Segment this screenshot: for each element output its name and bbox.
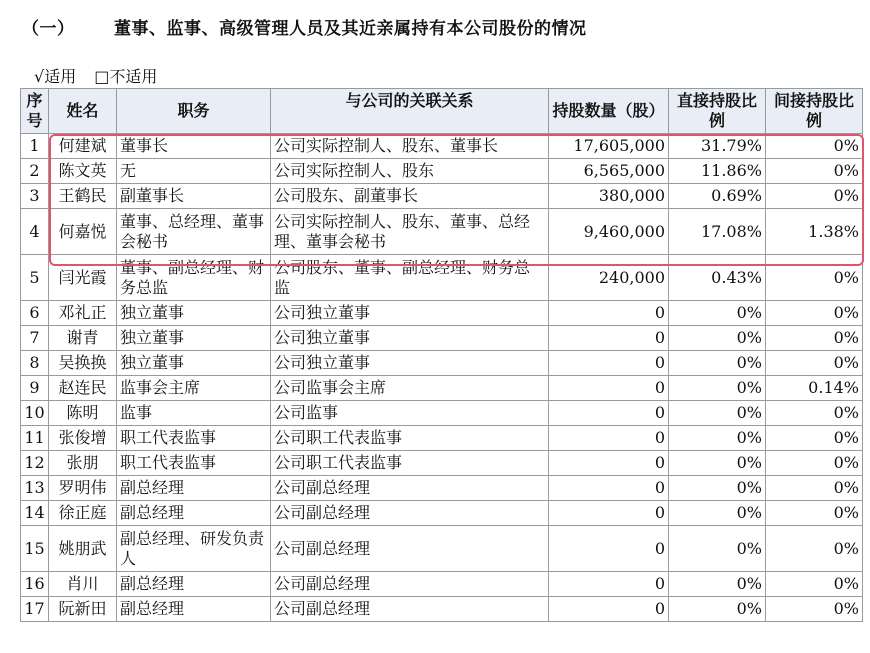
- cell-direct-ratio: 0%: [669, 426, 766, 451]
- header-relation: 与公司的关联关系: [271, 89, 549, 134]
- table-header-row: [21, 89, 863, 134]
- header-indirect-ratio: 间接持股比例: [766, 89, 863, 134]
- table-row: [21, 426, 863, 451]
- applicable-option: √适用: [34, 67, 77, 86]
- cell-name: 张朋: [49, 451, 117, 476]
- cell-indirect-ratio: 0%: [766, 255, 863, 301]
- cell-direct-ratio: 0%: [669, 351, 766, 376]
- cell-seq: 9: [21, 376, 49, 401]
- cell-relation: 公司实际控制人、股东、董事长: [271, 134, 549, 159]
- cell-direct-ratio: 0%: [669, 451, 766, 476]
- cell-direct-ratio: 31.79%: [669, 134, 766, 159]
- table-row: [21, 376, 863, 401]
- section-heading: [22, 14, 587, 39]
- cell-indirect-ratio: 0%: [766, 597, 863, 622]
- section-number: （一）: [22, 19, 75, 39]
- cell-indirect-ratio: 0%: [766, 451, 863, 476]
- cell-indirect-ratio: 0%: [766, 526, 863, 572]
- cell-position: 董事、副总经理、财务总监: [117, 255, 271, 301]
- cell-relation: 公司独立董事: [271, 351, 549, 376]
- cell-name: 邓礼正: [49, 301, 117, 326]
- cell-seq: 13: [21, 476, 49, 501]
- table-row: [21, 255, 863, 301]
- cell-name: 阮新田: [49, 597, 117, 622]
- cell-relation: 公司副总经理: [271, 572, 549, 597]
- cell-position: 职工代表监事: [117, 426, 271, 451]
- cell-relation: 公司监事会主席: [271, 376, 549, 401]
- cell-shares: 0: [549, 326, 669, 351]
- cell-position: 职工代表监事: [117, 451, 271, 476]
- cell-seq: 14: [21, 501, 49, 526]
- cell-shares: 0: [549, 401, 669, 426]
- applicability-line: [34, 64, 157, 87]
- cell-name: 姚朋武: [49, 526, 117, 572]
- cell-direct-ratio: 0%: [669, 301, 766, 326]
- cell-relation: 公司监事: [271, 401, 549, 426]
- cell-indirect-ratio: 0.14%: [766, 376, 863, 401]
- cell-relation: 公司股东、副董事长: [271, 184, 549, 209]
- cell-indirect-ratio: 0%: [766, 134, 863, 159]
- cell-seq: 6: [21, 301, 49, 326]
- cell-seq: 16: [21, 572, 49, 597]
- table-row: [21, 597, 863, 622]
- cell-seq: 7: [21, 326, 49, 351]
- cell-position: 副董事长: [117, 184, 271, 209]
- cell-shares: 0: [549, 572, 669, 597]
- cell-shares: 380,000: [549, 184, 669, 209]
- cell-direct-ratio: 0%: [669, 501, 766, 526]
- cell-name: 闫光霞: [49, 255, 117, 301]
- cell-indirect-ratio: 0%: [766, 426, 863, 451]
- cell-position: 董事、总经理、董事会秘书: [117, 209, 271, 255]
- header-shares: 持股数量（股）: [549, 89, 669, 134]
- cell-shares: 0: [549, 476, 669, 501]
- cell-position: 副总经理: [117, 572, 271, 597]
- cell-indirect-ratio: 0%: [766, 159, 863, 184]
- table-row: [21, 572, 863, 597]
- table-row: [21, 209, 863, 255]
- cell-relation: 公司实际控制人、股东: [271, 159, 549, 184]
- cell-shares: 9,460,000: [549, 209, 669, 255]
- cell-name: 谢青: [49, 326, 117, 351]
- cell-position: 监事会主席: [117, 376, 271, 401]
- cell-name: 何嘉悦: [49, 209, 117, 255]
- cell-name: 何建斌: [49, 134, 117, 159]
- cell-indirect-ratio: 0%: [766, 476, 863, 501]
- cell-seq: 1: [21, 134, 49, 159]
- cell-shares: 0: [549, 301, 669, 326]
- cell-position: 独立董事: [117, 351, 271, 376]
- cell-seq: 3: [21, 184, 49, 209]
- header-direct-ratio: 直接持股比例: [669, 89, 766, 134]
- cell-indirect-ratio: 0%: [766, 501, 863, 526]
- cell-seq: 17: [21, 597, 49, 622]
- cell-name: 王鹤民: [49, 184, 117, 209]
- cell-indirect-ratio: 0%: [766, 301, 863, 326]
- cell-position: 副总经理: [117, 476, 271, 501]
- cell-position: 无: [117, 159, 271, 184]
- cell-indirect-ratio: 0%: [766, 351, 863, 376]
- cell-position: 监事: [117, 401, 271, 426]
- section-title: 董事、监事、高级管理人员及其近亲属持有本公司股份的情况: [114, 19, 587, 39]
- cell-shares: 0: [549, 597, 669, 622]
- cell-shares: 0: [549, 526, 669, 572]
- cell-relation: 公司副总经理: [271, 476, 549, 501]
- cell-name: 罗明伟: [49, 476, 117, 501]
- cell-name: 陈文英: [49, 159, 117, 184]
- not-applicable-option: □不适用: [94, 67, 158, 86]
- cell-seq: 12: [21, 451, 49, 476]
- table-row: [21, 159, 863, 184]
- cell-indirect-ratio: 0%: [766, 184, 863, 209]
- cell-relation: 公司股东、董事、副总经理、财务总监: [271, 255, 549, 301]
- cell-direct-ratio: 0.43%: [669, 255, 766, 301]
- cell-relation: 公司职工代表监事: [271, 426, 549, 451]
- cell-direct-ratio: 0%: [669, 401, 766, 426]
- table-row: [21, 501, 863, 526]
- cell-relation: 公司副总经理: [271, 526, 549, 572]
- cell-position: 董事长: [117, 134, 271, 159]
- cell-indirect-ratio: 1.38%: [766, 209, 863, 255]
- table-row: [21, 476, 863, 501]
- cell-direct-ratio: 0%: [669, 526, 766, 572]
- table-row: [21, 451, 863, 476]
- cell-relation: 公司独立董事: [271, 301, 549, 326]
- header-name: 姓名: [49, 89, 117, 134]
- cell-position: 独立董事: [117, 326, 271, 351]
- header-position: 职务: [117, 89, 271, 134]
- cell-direct-ratio: 0%: [669, 597, 766, 622]
- cell-seq: 11: [21, 426, 49, 451]
- cell-relation: 公司副总经理: [271, 501, 549, 526]
- cell-direct-ratio: 17.08%: [669, 209, 766, 255]
- cell-indirect-ratio: 0%: [766, 572, 863, 597]
- cell-relation: 公司实际控制人、股东、董事、总经理、董事会秘书: [271, 209, 549, 255]
- table-row: [21, 184, 863, 209]
- cell-direct-ratio: 0%: [669, 326, 766, 351]
- cell-relation: 公司职工代表监事: [271, 451, 549, 476]
- table-row: [21, 326, 863, 351]
- cell-direct-ratio: 0%: [669, 476, 766, 501]
- cell-direct-ratio: 11.86%: [669, 159, 766, 184]
- cell-seq: 4: [21, 209, 49, 255]
- cell-indirect-ratio: 0%: [766, 401, 863, 426]
- cell-shares: 0: [549, 376, 669, 401]
- cell-name: 徐正庭: [49, 501, 117, 526]
- cell-direct-ratio: 0%: [669, 376, 766, 401]
- table-row: [21, 301, 863, 326]
- cell-shares: 0: [549, 501, 669, 526]
- cell-name: 吴换换: [49, 351, 117, 376]
- cell-indirect-ratio: 0%: [766, 326, 863, 351]
- cell-seq: 5: [21, 255, 49, 301]
- cell-name: 张俊增: [49, 426, 117, 451]
- cell-name: 赵连民: [49, 376, 117, 401]
- cell-seq: 10: [21, 401, 49, 426]
- cell-shares: 0: [549, 351, 669, 376]
- cell-position: 副总经理: [117, 501, 271, 526]
- header-seq: 序号: [21, 89, 49, 134]
- cell-shares: 6,565,000: [549, 159, 669, 184]
- cell-position: 独立董事: [117, 301, 271, 326]
- cell-name: 肖川: [49, 572, 117, 597]
- cell-seq: 15: [21, 526, 49, 572]
- cell-seq: 2: [21, 159, 49, 184]
- shareholding-table: [20, 88, 863, 622]
- cell-position: 副总经理、研发负责人: [117, 526, 271, 572]
- cell-position: 副总经理: [117, 597, 271, 622]
- cell-shares: 0: [549, 451, 669, 476]
- cell-shares: 240,000: [549, 255, 669, 301]
- cell-name: 陈明: [49, 401, 117, 426]
- cell-seq: 8: [21, 351, 49, 376]
- cell-direct-ratio: 0.69%: [669, 184, 766, 209]
- table-row: [21, 351, 863, 376]
- cell-shares: 17,605,000: [549, 134, 669, 159]
- table-row: [21, 401, 863, 426]
- cell-relation: 公司独立董事: [271, 326, 549, 351]
- table-row: [21, 134, 863, 159]
- cell-shares: 0: [549, 426, 669, 451]
- table-row: [21, 526, 863, 572]
- cell-relation: 公司副总经理: [271, 597, 549, 622]
- cell-direct-ratio: 0%: [669, 572, 766, 597]
